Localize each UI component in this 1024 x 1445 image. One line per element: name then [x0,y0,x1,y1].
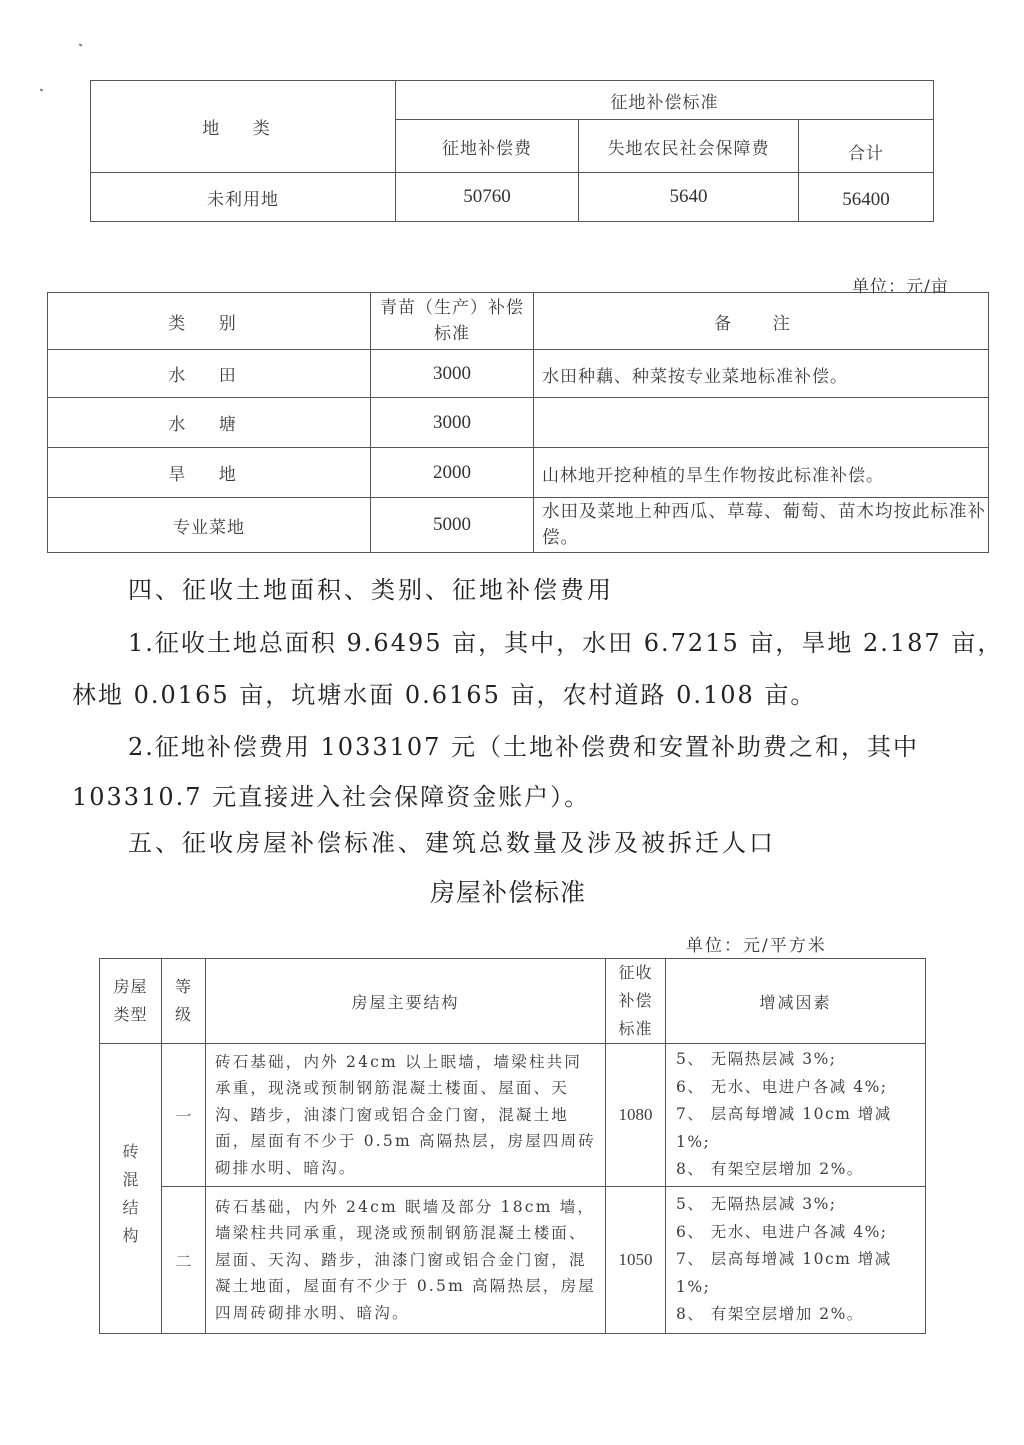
table-row [48,350,989,398]
structure-cell: 砖石基础，内外 24cm 眠墙及部分 18cm 墙，墙梁柱共同承重，现浇或预制钢筋混凝土楼面、屋面、天沟、踏步，油漆门窗或铝合金门窗，混凝土地面，屋面有不少于 0.5m 高隔热层，房屋四周砖砌排水明、暗沟。 [206,1187,606,1334]
scan-speck [79,43,83,46]
table-row [100,1044,926,1187]
section-4-para-2-line-2: 103310.7 元直接进入社会保障资金账户）。 [72,783,591,811]
category-cell: 水 田 [48,350,371,398]
header-land-category: 地 类 [91,81,396,173]
standard-cell: 1080 [606,1044,666,1187]
header-house-type [100,959,162,1044]
factors-cell [666,1187,926,1334]
table-row [91,173,934,222]
house-type-text: 砖混结构 [122,1141,139,1245]
remark-cell: 水田种藕、种菜按专业菜地标准补偿。 [534,350,989,398]
header-adjustment-factors: 增减因素 [666,959,926,1044]
factor-item: 6、 无水、电进户各减 4%; [676,1077,888,1096]
header-standard-text: 征收补偿标准 [618,963,653,1038]
category-cell: 旱 地 [48,448,371,498]
section-4-para-1-line-1: 1.征收土地总面积 9.6495 亩，其中，水田 6.7215 亩，旱地 2.187 亩， [128,629,1004,657]
remark-cell: 水田及菜地上种西瓜、草莓、葡萄、苗木均按此标准补偿。 [534,498,989,553]
header-house-type-text: 房屋类型 [113,977,148,1024]
house-type-cell [100,1044,162,1334]
factor-item: 8、 有架空层增加 2%。 [676,1160,864,1179]
factor-item: 7、 层高每增减 10cm 增减 1%; [676,1250,892,1296]
standard-cell: 3000 [371,350,534,398]
house-compensation-table [99,958,926,1334]
factor-item: 5、 无隔热层减 3%; [676,1195,837,1214]
land-compensation-table [90,80,934,222]
factor-item: 6、 无水、电进户各减 4%; [676,1222,888,1241]
unit-label-per-mu: 单位：元/亩 [852,277,949,297]
category-cell: 水 塘 [48,398,371,448]
crop-compensation-table [47,292,989,553]
standard-cell: 1050 [606,1187,666,1334]
header-land-compensation-fee: 征地补偿费 [396,120,579,173]
factor-item: 5、 无隔热层减 3%; [676,1050,837,1069]
grade-cell: 一 [162,1044,206,1187]
header-compensation-standard: 征地补偿标准 [396,81,934,120]
section-4-para-2-line-1: 2.征地补偿费用 1033107 元（土地补偿费和安置补助费之和，其中 [128,733,920,761]
total-cell: 56400 [799,173,934,222]
category-cell: 专业菜地 [48,498,371,553]
remark-cell: 山林地开挖种植的旱生作物按此标准补偿。 [534,448,989,498]
house-table-title: 房屋补偿标准 [430,878,587,907]
header-remark: 备 注 [534,293,989,350]
table-row [48,398,989,448]
header-social-security-fee: 失地农民社会保障费 [579,120,799,173]
factor-item: 8、 有架空层增加 2%。 [676,1305,864,1324]
table-row [48,448,989,498]
land-category-cell: 未利用地 [91,173,396,222]
remark-cell [534,398,989,448]
factor-item: 7、 层高每增减 10cm 增减 1%; [676,1105,892,1151]
social-security-fee-cell: 5640 [579,173,799,222]
land-compensation-fee-cell: 50760 [396,173,579,222]
structure-cell: 砖石基础，内外 24cm 以上眠墙，墙梁柱共同承重，现浇或预制钢筋混凝土楼面、屋面、天沟、踏步，油漆门窗或铝合金门窗，混凝土地面，屋面有不少于 0.5m 高隔热层，房屋四周砖砌排水明、暗沟。 [206,1044,606,1187]
scan-speck [40,88,44,91]
standard-cell: 2000 [371,448,534,498]
header-crop-standard: 青苗（生产）补偿标准 [371,293,534,350]
grade-cell: 二 [162,1187,206,1334]
factors-cell [666,1044,926,1187]
header-compensation-standard [606,959,666,1044]
header-grade [162,959,206,1044]
header-grade-text: 等级 [174,977,192,1024]
section-4-heading: 四、征收土地面积、类别、征地补偿费用 [128,576,614,604]
section-5-heading: 五、征收房屋补偿标准、建筑总数量及涉及被拆迁人口 [128,829,776,857]
table-row [100,1187,926,1334]
table-row [48,498,989,553]
section-4-para-1-line-2: 林地 0.0165 亩，坑塘水面 0.6165 亩，农村道路 0.108 亩。 [72,681,817,709]
standard-cell: 5000 [371,498,534,553]
unit-label-per-sqm: 单位：元/平方米 [686,936,827,956]
header-total: 合计 [799,120,934,173]
header-category: 类 别 [48,293,371,350]
standard-cell: 3000 [371,398,534,448]
header-main-structure: 房屋主要结构 [206,959,606,1044]
